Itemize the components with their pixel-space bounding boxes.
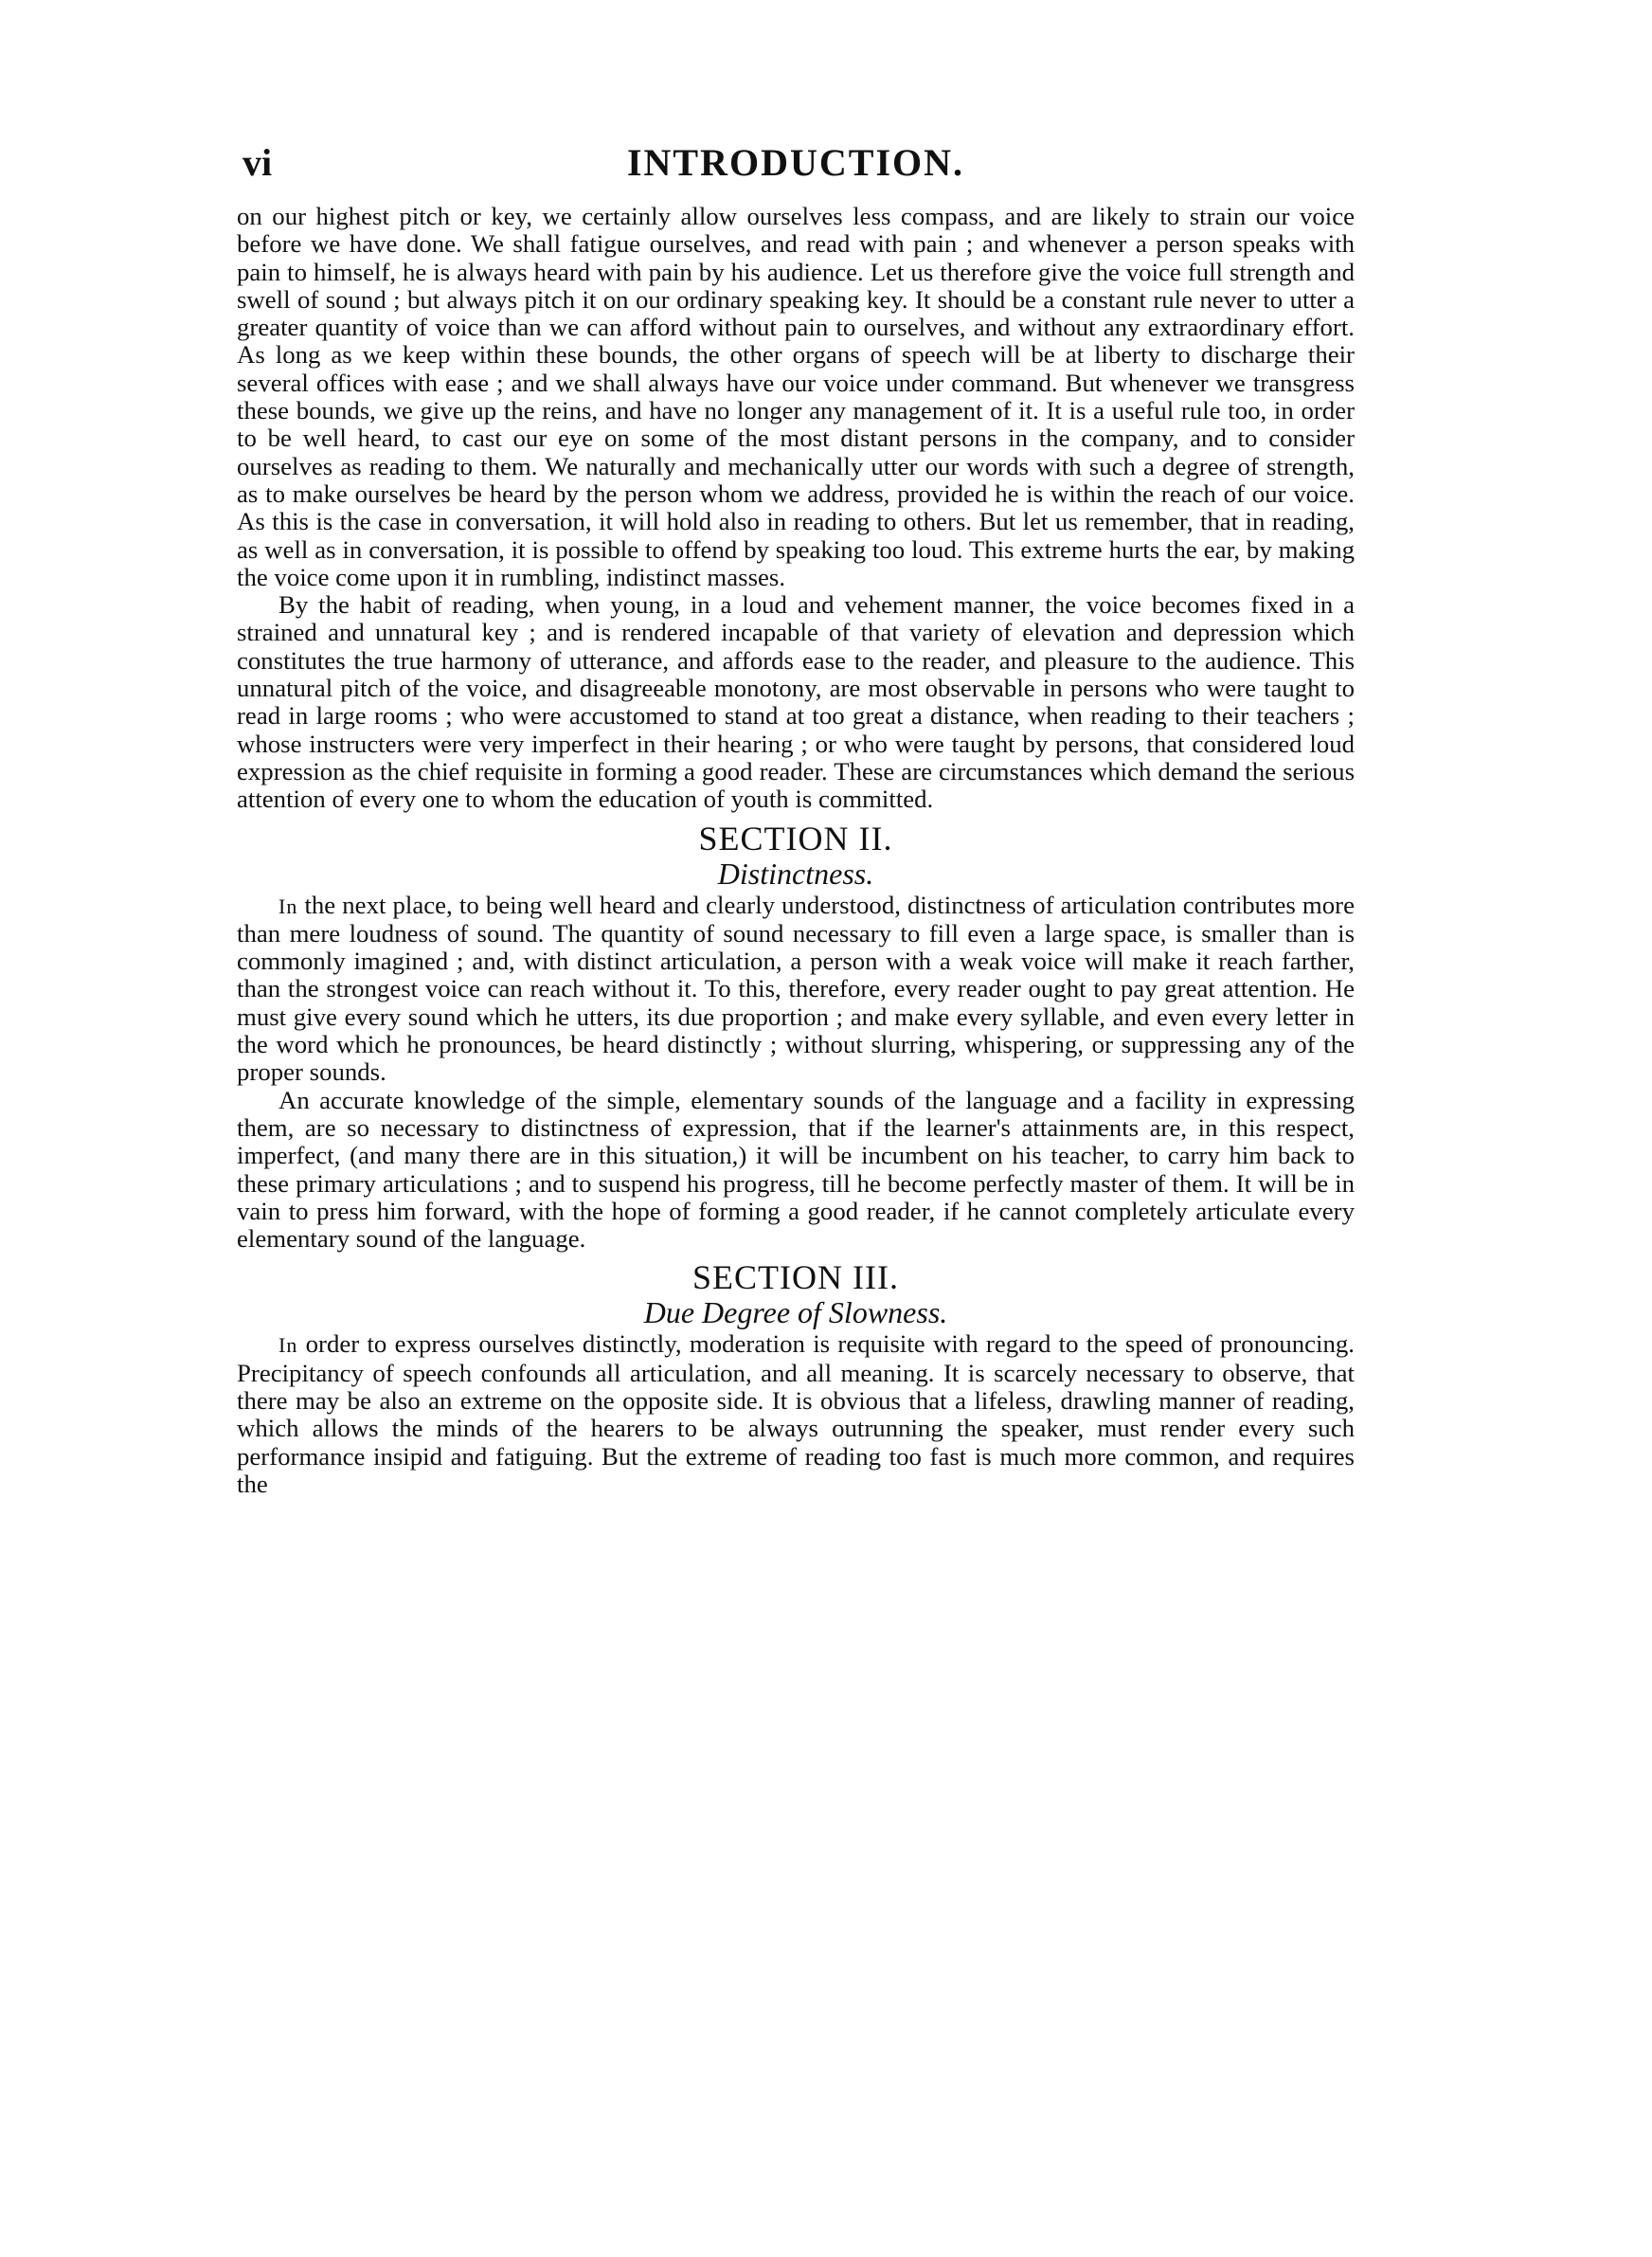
book-page bbox=[237, 140, 1355, 1498]
section-2-heading: SECTION II. bbox=[698, 819, 893, 858]
section-3-paragraph-1 bbox=[237, 1330, 1355, 1498]
paragraph-text: order to express ourselves distinctly, moderation is requisite with regard to the speed of pronouncing. Precipitancy of speech confounds all articulation, and all meaning. It is scarcely necessary to observe, that there may be also an extreme on the opposite side. It is obvious that a lifeless, drawling manner of reading, which allows the minds of the hearers to be always outrunning the speaker, must render every such performance insipid and fatiguing. But the extreme of reading too fast is much more common, and requires the bbox=[237, 1329, 1355, 1498]
drop-word: In bbox=[278, 1333, 298, 1358]
page-number: vi bbox=[242, 141, 273, 184]
running-title: INTRODUCTION. bbox=[626, 141, 965, 184]
running-head bbox=[237, 140, 1355, 197]
paragraph-continued: on our highest pitch or key, we certainly allow ourselves less compass, and are likely to strain our voice before we have done. We shall fatigue ourselves, and read with pain ; and whenever a person speaks with pain to himself, he is always heard with pain by his audience. Let us therefore give the voice full strength and swell of sound ; but always pitch it on our ordinary speaking key. It should be a constant rule never to utter a greater quantity of voice than we can afford without pain to ourselves, and without any extraordinary effort. As long as we keep within these bounds, the other organs of speech will be at liberty to discharge their several offices with ease ; and we shall always have our voice under command. But whenever we transgress these bounds, we give up the reins, and have no longer any management of it. It is a useful rule too, in order to be well heard, to cast our eye on some of the most distant persons in the company, and to consider ourselves as reading to them. We naturally and mechanically utter our words with such a degree of strength, as to make ourselves be heard by the person whom we address, provided he is within the reach of our voice. As this is the case in conversation, it will hold also in reading to others. But let us remember, that in reading, as well as in conversation, it is possible to offend by speaking too loud. This extreme hurts the ear, by making the voice come upon it in rumbling, indistinct masses. bbox=[237, 202, 1355, 591]
paragraph-text: the next place, to being well heard and clearly understood, distinctness of articulation contributes more than mere loudness of sound. The quantity of sound necessary to fill even a large space, is smaller than is commonly imagined ; and, with distinct articulation, a person with a weak voice will make it reach farther, than the strongest voice can reach without it. To this, therefore, every reader ought to pay great attention. He must give every sound which he utters, its due proportion ; and make every syllable, and even every letter in the word which he pronounces, be heard distinctly ; without slurring, whispering, or suppressing any of the proper sounds. bbox=[237, 890, 1355, 1087]
section-3-heading: SECTION III. bbox=[692, 1258, 899, 1297]
drop-word: In bbox=[278, 894, 298, 918]
section-2-paragraph-2: An accurate knowledge of the simple, elementary sounds of the language and a facility in expressing them, are so necessary to distinctness of expression, that if the learner's attainments are, in this respect, imperfect, (and many there are in this situation,) it will be incumbent on his teacher, to carry him back to these primary articulations ; and to suspend his progress, till he become perfectly master of them. It will be in vain to press him forward, with the hope of forming a good reader, if he cannot completely articulate every elementary sound of the language. bbox=[237, 1085, 1355, 1254]
section-2-paragraph-1 bbox=[237, 892, 1355, 1087]
section-3-subtitle: Due Degree of Slowness. bbox=[643, 1295, 948, 1330]
paragraph-habit-of-reading: By the habit of reading, when young, in a loud and vehement manner, the voice becomes fixed in a strained and unnatural key ; and is rendered incapable of that variety of elevation and depression which constitutes the true harmony of utterance, and affords ease to the reader, and pleasure to the audience. This unnatural pitch of the voice, and disagreeable monotony, are most observable in persons who were taught to read in large rooms ; who were accustomed to stand at too great a distance, when reading to their teachers ; whose instructers were very imperfect in their hearing ; or who were taught by persons, that considered loud expression as the chief requisite in forming a good reader. These are circumstances which demand the serious attention of every one to whom the education of youth is committed. bbox=[237, 590, 1355, 814]
section-2-subtitle: Distinctness. bbox=[717, 856, 874, 891]
